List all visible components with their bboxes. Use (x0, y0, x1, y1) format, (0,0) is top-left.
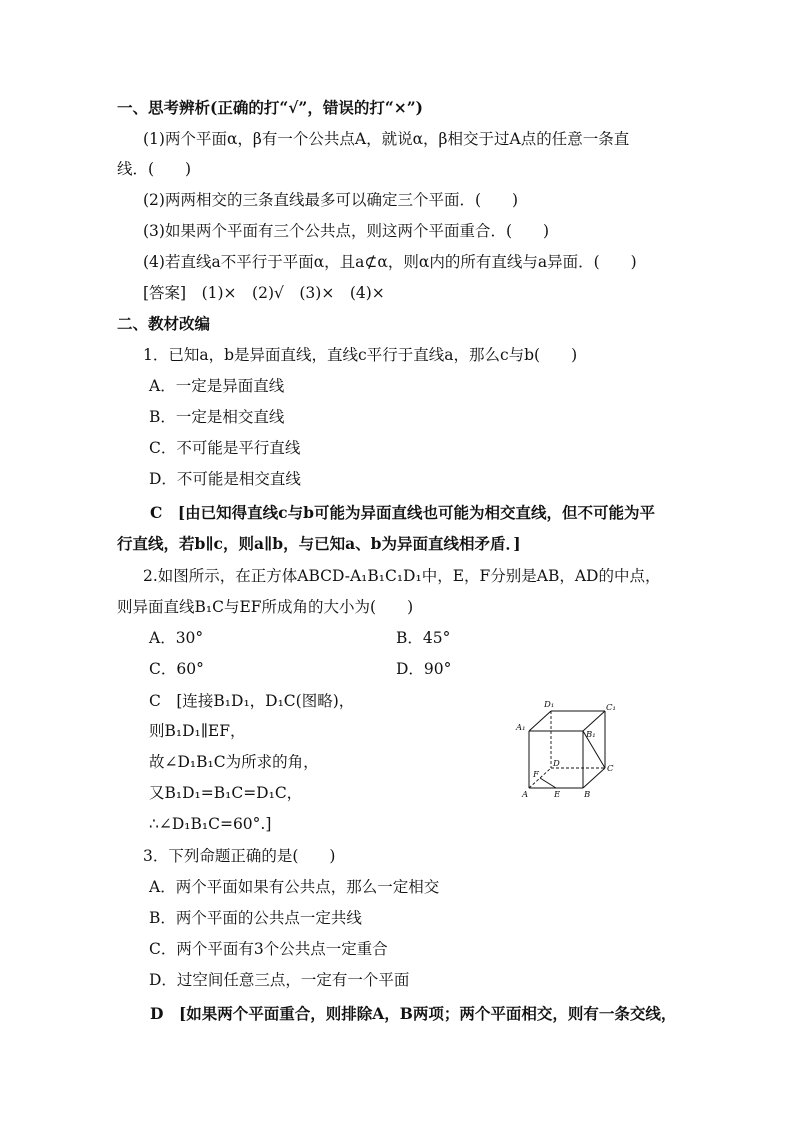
problem-2-solution-5: ∴∠D₁B₁C=60°.] (149, 815, 272, 833)
edge-b1c1 (583, 711, 605, 731)
problem-2-solution-3: 故∠D₁B₁C为所求的角， (149, 753, 319, 771)
question-2: (2)两两相交的三条直线最多可以确定三个平面．( ) (143, 191, 519, 209)
problem-1-stem: 1．已知a，b是异面直线，直线c平行于直线a，那么c与b( ) (143, 346, 578, 364)
problem-3-option-a: A．两个平面如果有公共点，那么一定相交 (149, 878, 440, 896)
label-c: C (607, 764, 614, 774)
problem-2-option-a: A．30° (149, 629, 204, 647)
segment-ef (540, 778, 556, 788)
label-b1: B₁ (586, 730, 596, 740)
question-1-line-1: (1)两个平面α，β有一个公共点A，就说α，β相交于过A点的任意一条直 (143, 130, 630, 148)
label-e: E (554, 790, 561, 800)
label-c1: C₁ (606, 703, 616, 713)
problem-2-stem-line-1: 2.如图所示，在正方体ABCD-A₁B₁C₁D₁中，E，F分别是AB，AD的中点， (143, 567, 661, 585)
question-4: (4)若直线a不平行于平面α，且a⊄α，则α内的所有直线与a异面．( ) (143, 253, 637, 271)
label-a: A (522, 790, 529, 800)
problem-1-option-c: C．不可能是平行直线 (149, 439, 301, 457)
problem-1-solution-line-2: 行直线，若b∥c，则a∥b，与已知a、b为异面直线相矛盾．] (117, 534, 521, 553)
cube-figure (513, 693, 629, 803)
section-heading-2: 二、教材改编 (117, 314, 211, 333)
problem-3-option-c: C．两个平面有3个公共点一定重合 (149, 940, 388, 958)
edge-bc (583, 768, 605, 788)
problem-2-solution-2: 则B₁D₁∥EF， (149, 722, 246, 740)
problem-1-option-d: D．不可能是相交直线 (149, 470, 301, 488)
cube-diagram (513, 693, 629, 803)
label-d: D (553, 759, 560, 769)
problem-3-stem: 3．下列命题正确的是( ) (143, 847, 336, 865)
problem-2-option-b: B．45° (396, 629, 451, 647)
problem-1-solution-line-1: C [由已知得直线c与b可能为异面直线也可能为相交直线，但不可能为平 (150, 503, 655, 522)
label-d1: D₁ (544, 700, 555, 710)
label-b: B (584, 790, 591, 800)
problem-2-solution-4: 又B₁D₁=B₁C=D₁C， (149, 784, 303, 802)
problem-3-option-d: D．过空间任意三点，一定有一个平面 (149, 971, 410, 989)
section-heading-1: 一、思考辨析(正确的打“√”，错误的打“×”) (117, 98, 424, 117)
label-a1: A₁ (516, 723, 526, 733)
problem-2-stem-line-2: 则异面直线B₁C与EF所成角的大小为( ) (117, 598, 414, 616)
label-f: F (533, 770, 539, 780)
problem-3-solution-line-1: D [如果两个平面重合，则排除A，B两项；两个平面相交，则有一条交线， (150, 1004, 677, 1023)
edge-a1d1 (529, 711, 551, 731)
question-1-line-2: 线．( ) (117, 160, 192, 178)
problem-2-option-d: D．90° (396, 660, 452, 678)
problem-2-option-c: C．60° (149, 660, 204, 678)
problem-1-option-a: A．一定是异面直线 (149, 377, 285, 395)
problem-3-option-b: B．两个平面的公共点一定共线 (149, 909, 362, 927)
problem-1-option-b: B．一定是相交直线 (149, 408, 285, 426)
problem-2-solution-1: C [连接B₁D₁，D₁C(图略)， (149, 692, 355, 710)
answer-line: [答案] (1)× (2)√ (3)× (4)× (143, 284, 385, 302)
question-3: (3)如果两个平面有三个公共点，则这两个平面重合．( ) (143, 222, 550, 240)
